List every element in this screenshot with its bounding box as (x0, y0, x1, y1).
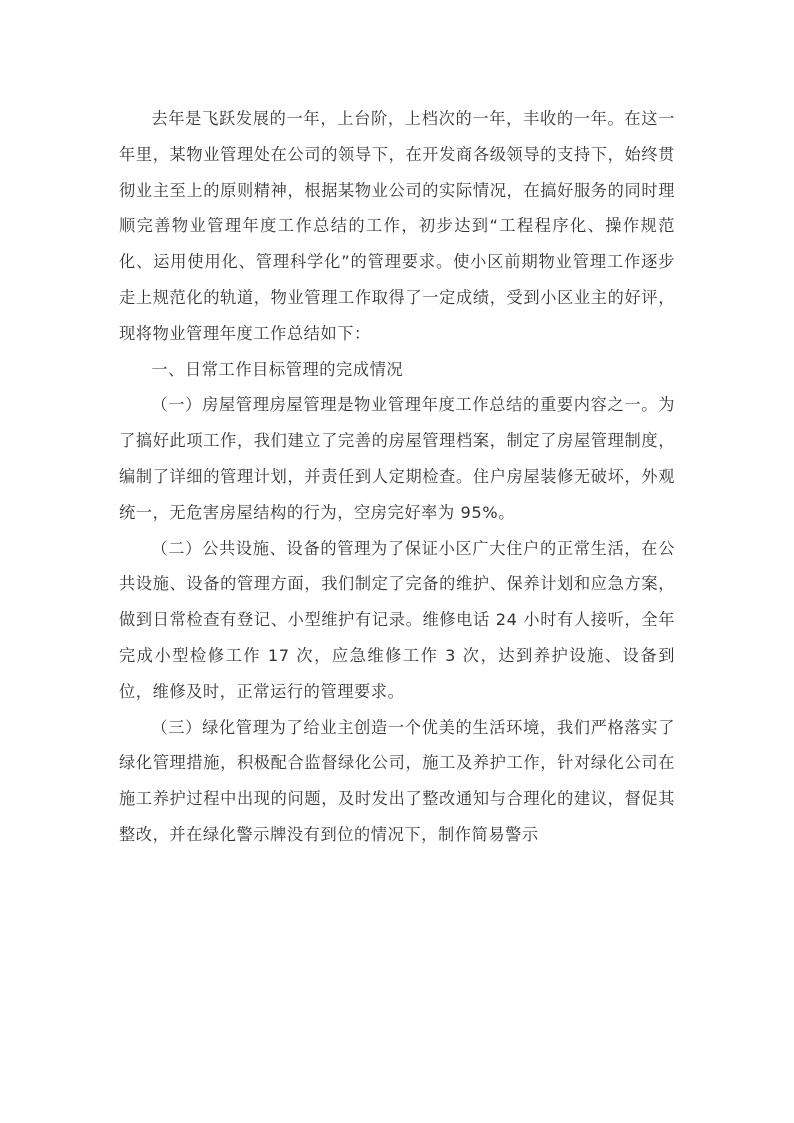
intro-paragraph: 去年是飞跃发展的一年，上台阶，上档次的一年，丰收的一年。在这一年里，某物业管理处在公司的领导下，在开发商各级领导的支持下，始终贯彻业主至上的原则精神，根据某物业公司的实际情况，在搞好服务的同时理顺完善物业管理年度工作总结的工作，初步达到“工程程序化、操作规范化、运用使用化、管理科学化”的管理要求。使小区前期物业管理工作逐步走上规范化的轨道，物业管理工作取得了一定成绩，受到小区业主的好评，现将物业管理年度工作总结如下： (119, 109, 675, 343)
paragraph-public-facilities: （二）公共设施、设备的管理为了保证小区广大住户的正常生活，在公共设施、设备的管理方面，我们制定了完备的维护、保养计划和应急方案，做到日常检查有登记、小型维护有记录。维修电话 24 小时有人接听，全年完成小型检修工作 17 次，应急维修工作 3 次，达到养护设施、设备到位，维修及时，正常运行的管理要求。 (119, 538, 675, 701)
paragraph-greening-management: （三）绿化管理为了给业主创造一个优美的生活环境，我们严格落实了绿化管理措施，积极配合监督绿化公司，施工及养护工作，针对绿化公司在施工养护过程中出现的问题，及时发出了整改通知与合理化的建议，督促其整改，并在绿化警示牌没有到位的情况下，制作简易警示 (119, 717, 675, 844)
paragraph-housing-management: （一）房屋管理房屋管理是物业管理年度工作总结的重要内容之一。为了搞好此项工作，我们建立了完善的房屋管理档案，制定了房屋管理制度，编制了详细的管理计划，并责任到人定期检查。住户房屋装修无破坏，外观统一，无危害房屋结构的行为，空房完好率为 95%。 (119, 395, 675, 522)
section-heading-daily-work: 一、日常工作目标管理的完成情况 (151, 359, 404, 379)
document-body (119, 101, 675, 853)
